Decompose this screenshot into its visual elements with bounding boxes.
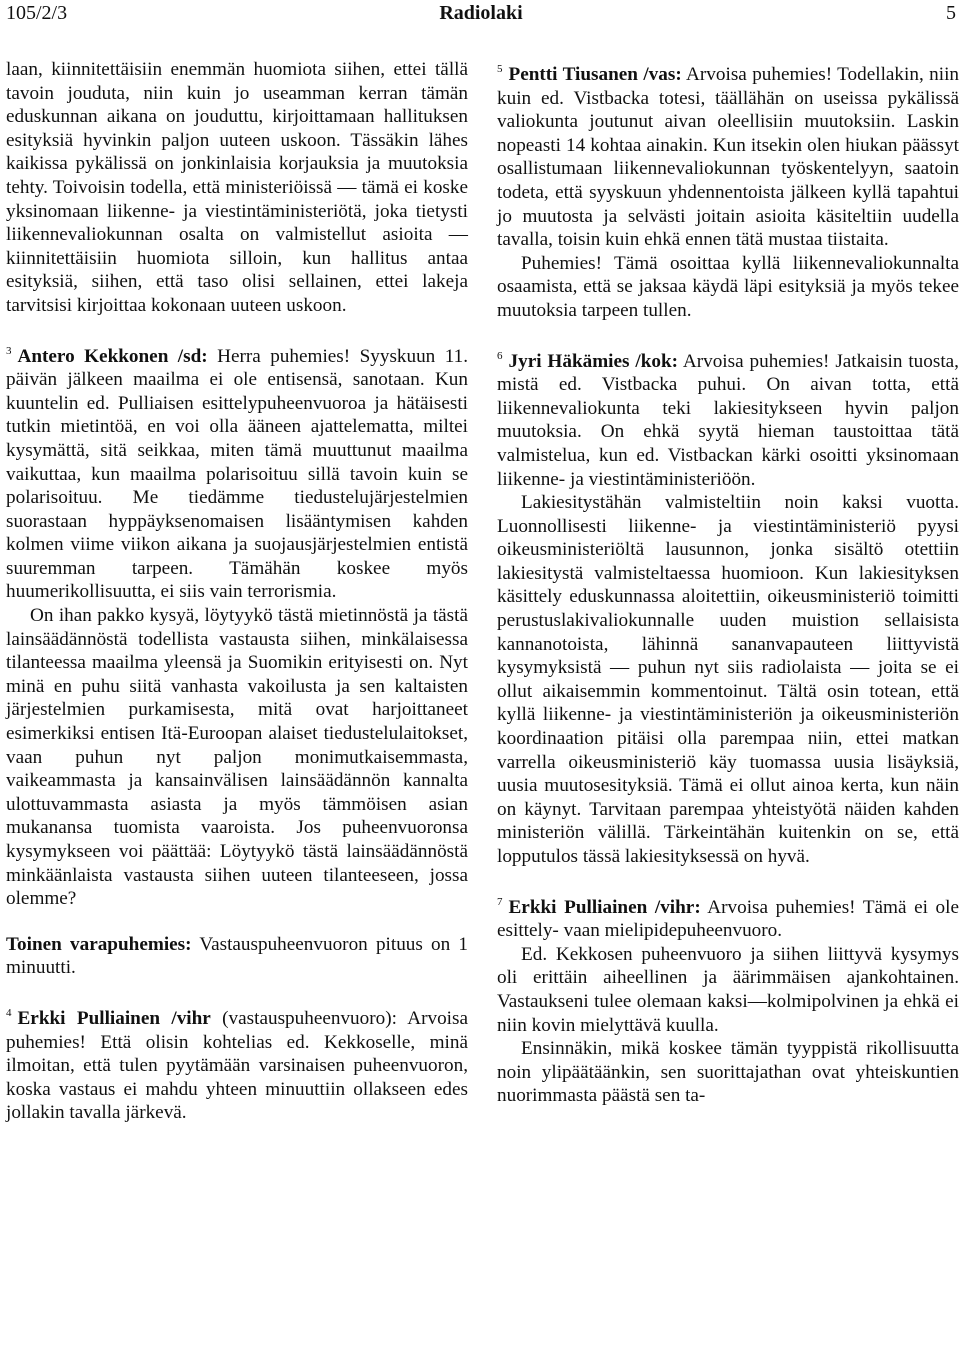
page-number: 5 — [946, 2, 956, 24]
paragraph: Lakiesitystähän valmisteltiin noin kaksi vuotta. Luonnollisesti liikenne- ja viestintäministeriö pyysi oikeusministeriöltä lausunnon, jonka sisältö otettiin lakiesitystä valmisteltaessa huomioon. Kun lakiesityksen käsittely eduskunnassa aloitettiin, oikeusministeriö toimitti perustuslakivaliokunnalle uuden muistion sellaisista kannanotoista, lähinnä sananvapauteen liittyvistä kysymyksistä — puhun nyt siis radiolaista — joita se ei ollut aikaisemmin kommentoinut. Tältä osin totean, että kyllä liikenne- ja viestintäministeriön ja oikeusministeriön koordinaation pitäisi olla parempaa niin, ettei matkan varrella oikeusministeriö käy tuomassa uusia lisäyksiä, uusia muutosesityksiä. Tämä ei ollut ainoa kerta, kun näin on käynyt. Tarvitaan parempaa yhteistyötä näiden kahden ministeriön välillä. Tärkeintähän kuitenkin on se, että lopputulos tässä lakiesityksessä on hyvä. — [497, 492, 959, 867]
speech-6 — [497, 345, 959, 492]
speaker-name: Toinen varapuhemies: — [6, 933, 192, 955]
speech-text: Vastauspuheenvuoron pituus on 1 minuutti. — [6, 933, 468, 979]
speech-7 — [497, 891, 959, 943]
speech-number: 7 — [497, 895, 503, 908]
left-column — [6, 58, 468, 1125]
paragraph: Ensinnäkin, mikä koskee tämän tyyppistä rikollisuutta noin ylipäätäänkin, sen suorittajathan ovat yhteiskuntien nuorimmasta päästä sen ta- — [497, 1038, 959, 1107]
speech-3 — [6, 340, 468, 605]
speaker-name: Erkki Pulliainen /vihr — [17, 1007, 211, 1029]
speaker-name: Pentti Tiusanen /vas: — [508, 64, 682, 85]
right-column — [497, 58, 959, 1108]
speech-number: 3 — [6, 344, 12, 357]
document-number: 105/2/3 — [6, 2, 68, 24]
speech-4 — [6, 1002, 468, 1125]
chair-announcement — [6, 933, 468, 980]
paragraph: On ihan pakko kysyä, löytyykö tästä mietinnöstä ja tästä lainsäädännöstä todellista vastausta siihen, minkälaisessa tilanteessa maailma yleensä ja Suomikin erityisesti on. Nyt minä en puhu siitä vanhasta vakoilusta ja sen kaltaisten järjestelmien purkamisesta, mitä ovat harjoittaneet esimerkiksi entisen Itä-Euroopan alaiset tiedustelulaitokset, vaan puhun nyt paljon monimutkaisemmasta, vaikeammasta ja kansainvälisen lainsäädännön kannalta ulottuvammasta asiasta ja myös tämmöisen asian mukanansa tuomista vaaroista. Jos puheenvuoronsa kysymykseen voi päättää: Löytyykö tästä lainsäädännöstä minkäänlaista vastausta siihen uuteen tilanteeseen, jossa olemme? — [6, 605, 468, 910]
speech-text: Arvoisa puhemies! Jatkaisin tuosta, mistä ed. Vistbacka puhui. On aivan totta, että liikennevaliokunta teki lakiesitykseen hyvin paljon muutoksia. On ehkä syytä hieman taustoittaa tätä valmistelua, kun ed. Vistbackan kärki osoitti yksinomaan liikenne- ja viestintäministeriöön. — [497, 350, 959, 490]
paragraph: laan, kiinnitettäisiin enemmän huomiota siihen, ettei tällä tavoin jouduta, niin kuin jo useamman kerran tämän eduskunnan aikana on jouduttu, kirjoittamaan hallituksen esityksiä hyvinkin paljon uuteen uskoon. Tässäkin lähes kaikissa pykälissä on jonkinlaisia korjauksia ja muutoksia tehty. Toivoisin todella, että ministeriöissä — tämä ei koske yksinomaan liikenne- ja viestintäministeriötä, joka tietysti liikennevaliokunnan osalta on valmistellut asioita — kiinnitettäisiin huomiota silloin, kun hallitus antaa esityksiä, siihen, että taso olisi sellainen, ettei lakeja tarvitsisi kirjoittaa kokonaan uuteen uskoon. — [6, 59, 468, 316]
speaker-name: Antero Kekkonen /sd: — [17, 345, 208, 367]
page-title: Radiolaki — [439, 2, 523, 24]
speaker-name: Jyri Häkämies /kok: — [508, 350, 679, 372]
speaker-name: Erkki Pulliainen /vihr: — [508, 896, 701, 918]
speech-text: Arvoisa puhemies! Todellakin, niin kuin ed. Vistbacka totesi, täällähän on useissa pykälissä valiokunta joutunut aivan oleellisiin muutoksiin. Laskin nopeasti 14 kohtaa ainakin. Kun itsekin olen hiukan päässyt osallistumaan liikennevaliokunnan työskentelyyn, saatoin todeta, että syyskuun yhdennentoista jälkeen kyllä tapahtui jo muutosta ja selvästi joitain asioita käsiteltiin uudella tavalla, toisin kuin ehkä ennen tätä mustaa tiistaita. — [497, 64, 959, 251]
paragraph: Puhemies! Tämä osoittaa kyllä liikennevaliokunnalta osaamista, että se jaksaa käydä läpi esityksiä ja myös tekee muutoksia tarpeen tullen. — [497, 252, 959, 321]
speech-text: Arvoisa puhemies! Tämä ei ole esittely- vaan mielipidepuheenvuoro. — [497, 896, 959, 942]
speech-text: Herra puhemies! Syyskuun 11. päivän jälkeen maailma ei ole entisensä, sanotaan. Kun kuuntelin ed. Pulliaisen esittelypuheenvuoroa ja hätäisesti tutkin mietintöä, en voi olla ääneen ajattelematta, miltei kysymättä, sitä seikkaa, miten tämä muuttunut maailma vaikuttaa, kun maailma polarisoituu sillä tavoin kuin se polarisoituu. Me tiedämme tiedustelujärjestelmien suorastaan hyppäyksenomaisen lisääntymisen kahden kolmen viime viikon aikana ja suojausjärjestelmien entistä suuremman tarpeen. Tämähän koskee myös huumerikollisuutta, ei siis vain terrorismia. — [6, 345, 468, 603]
paragraph: Ed. Kekkosen puheenvuoro ja siihen liittyvä kysymys oli erittäin aiheellinen ja äärimmäisen ajankohtainen. Vastaukseni tulee olemaan kaksi—kolmipolvinen ja ehkä ei niin kovin mielyttävä kuulla. — [497, 943, 959, 1036]
speech-5 — [497, 58, 959, 252]
speech-number: 5 — [497, 63, 503, 75]
page-header — [6, 0, 956, 26]
speech-text: (vastauspuheenvuoro): Arvoisa puhemies! Että olisin kohtelias ed. Kekkoselle, minä ilmoitan, että tulen pyytämään varsinaisen puheenvuoron, koska vastaus ei mahdu yhteen minuuttiin ollakseen edes jollakin tavalla järkevä. — [6, 1007, 468, 1124]
speech-number: 6 — [497, 349, 503, 362]
speech-number: 4 — [6, 1006, 12, 1019]
